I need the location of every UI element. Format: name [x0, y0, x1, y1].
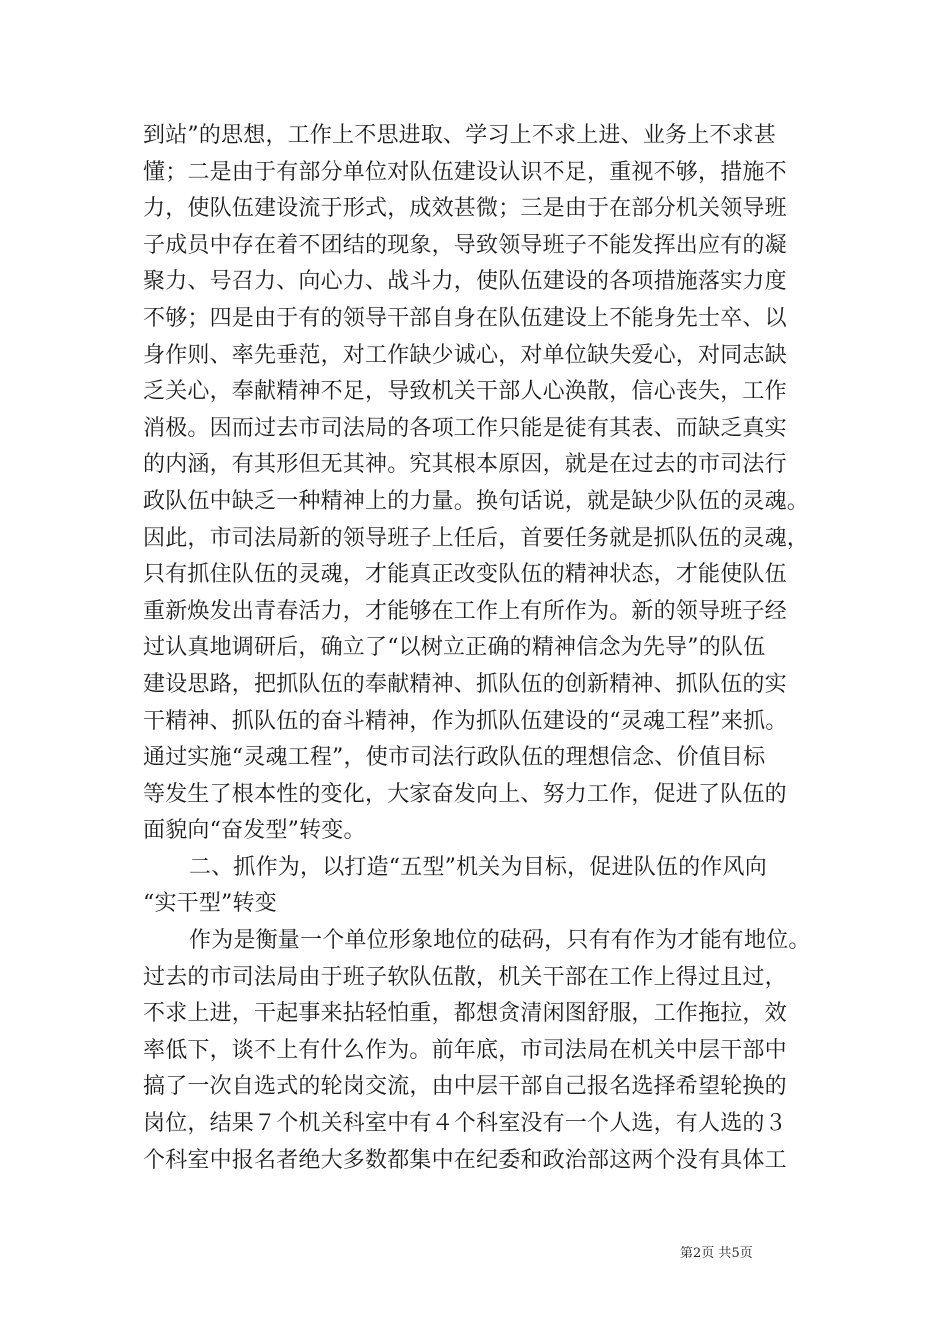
footer-current-page: 2: [693, 1246, 702, 1261]
text-line: 重新焕发出青春活力，才能够在工作上有所作为。新的领导班子经: [143, 598, 787, 624]
text-line: 不够；四是由于有的领导干部自身在队伍建设上不能身先士卒、以: [143, 305, 787, 331]
text-line: 懂；二是由于有部分单位对队伍建设认识不足，重视不够，措施不: [143, 159, 787, 185]
text-line: 建设思路，把抓队伍的奉献精神、抓队伍的创新精神、抓队伍的实: [143, 671, 787, 697]
text-line: 作为是衡量一个单位形象地位的砝码，只有有作为才能有地位。: [189, 928, 811, 954]
footer-suffix: 页: [739, 1246, 753, 1261]
text-line: 乏关心，奉献精神不足，导致机关干部人心涣散，信心丧失，工作: [143, 379, 787, 405]
text-line: 不求上进，干起事来拈轻怕重，都想贪清闲图舒服，工作拖拉，效: [143, 1001, 787, 1027]
text-line: 力，使队伍建设流于形式，成效甚微；三是由于在部分机关领导班: [143, 196, 787, 222]
page-number-footer: [680, 1246, 850, 1262]
text-line: 面貌向“奋发型”转变。: [143, 818, 366, 844]
body-text: [143, 118, 833, 1179]
text-line: 聚力、号召力、向心力、战斗力，使队伍建设的各项措施落实力度: [143, 269, 787, 295]
text-line: 干精神、抓队伍的奋斗精神，作为抓队伍建设的“灵魂工程”来抓。: [143, 708, 788, 734]
text-line: 的内涵，有其形但无其神。究其根本原因，就是在过去的市司法行: [143, 452, 787, 478]
footer-prefix: 第: [680, 1246, 694, 1261]
text-line: 个科室中报名者绝大多数都集中在纪委和政治部这两个没有具体工: [143, 1147, 787, 1173]
text-line: 身作则、率先垂范，对工作缺少诚心，对单位缺失爱心，对同志缺: [143, 342, 787, 368]
text-line: 因此，市司法局新的领导班子上任后，首要任务就是抓队伍的灵魂，: [143, 525, 810, 551]
section-heading-line: 二、抓作为，以打造“五型”机关为目标，促进队伍的作风向: [189, 854, 767, 880]
section-heading-line: “实干型”转变: [143, 891, 277, 917]
text-line: 过认真地调研后，确立了“以树立正确的精神信念为先导”的队伍: [143, 635, 766, 661]
text-line: 消极。因而过去市司法局的各项工作只能是徒有其表、而缺乏真实: [143, 415, 787, 441]
text-line: 岗位，结果７个机关科室中有４个科室没有一个人选，有人选的３: [143, 1111, 787, 1137]
text-line: 搞了一次自选式的轮岗交流，由中层干部自己报名选择希望轮换的: [143, 1074, 787, 1100]
text-line: 子成员中存在着不团结的现象，导致领导班子不能发挥出应有的凝: [143, 232, 787, 258]
text-line: 政队伍中缺乏一种精神上的力量。换句话说，就是缺少队伍的灵魂。: [143, 488, 810, 514]
text-line: 到站”的思想，工作上不思进取、学习上不求上进、业务上不求甚: [143, 123, 777, 148]
text-line: 通过实施“灵魂工程”，使市司法行政队伍的理想信念、价值目标: [143, 745, 766, 771]
text-line: 等发生了根本性的变化，大家奋发向上、努力工作，促进了队伍的: [143, 781, 787, 807]
text-line: 率低下，谈不上有什么作为。前年底，市司法局在机关中层干部中: [143, 1037, 787, 1063]
footer-total-pages: 5: [731, 1246, 740, 1261]
footer-middle: 页 共: [701, 1246, 732, 1261]
text-line: 过去的市司法局由于班子软队伍散，机关干部在工作上得过且过，: [143, 964, 787, 990]
text-line: 只有抓住队伍的灵魂，才能真正改变队伍的精神状态，才能使队伍: [143, 562, 787, 588]
